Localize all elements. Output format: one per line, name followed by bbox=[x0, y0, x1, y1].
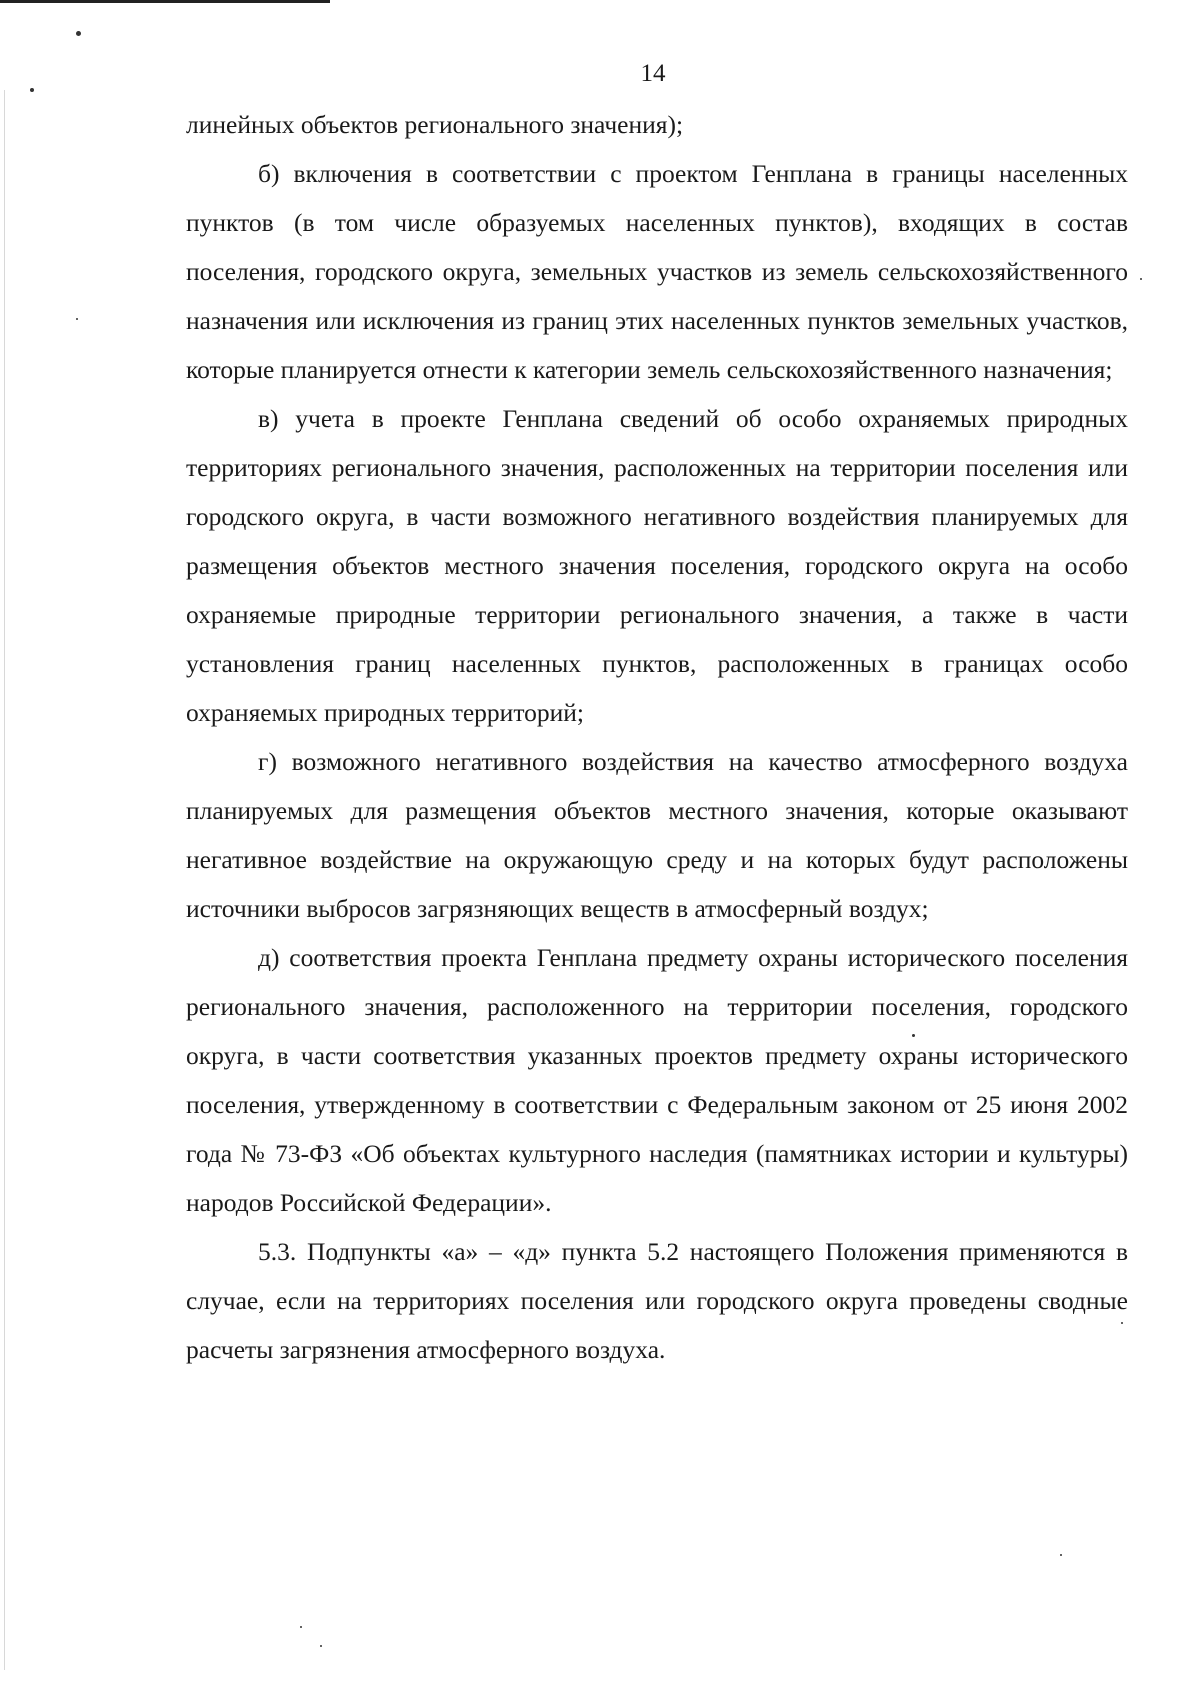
left-scan-edge bbox=[4, 90, 5, 1670]
paragraph-continuation: линейных объектов регионального значения); bbox=[186, 110, 684, 139]
scan-speck bbox=[1140, 278, 1142, 280]
scan-speck bbox=[300, 1626, 302, 1628]
scan-speck bbox=[912, 1034, 915, 1037]
paragraph-item-g: г) возможного негативного воздействия на качество атмосферного воздуха планируемых для размещения объектов местного значения, которые оказывают негативное воздействие на окружающую среду и на которых будут расположены источники выбросов загрязняющих веществ в атмосферный воздух; bbox=[186, 747, 1128, 923]
scan-speck bbox=[76, 31, 81, 36]
scan-speck bbox=[30, 88, 34, 92]
scan-speck bbox=[1121, 1322, 1123, 1324]
scan-speck bbox=[320, 1645, 322, 1647]
paragraph-item-d: д) соответствия проекта Генплана предмету охраны исторического поселения регионального значения, расположенного на территории поселения, городского округа, в части соответствия указанных проектов предмету охраны исторического поселения, утвержденному в соответствии с Федеральным законом от 25 июня 2002 года № 73-ФЗ «Об объектах культурного наследия (памятниках истории и культуры) народов Российской Федерации». bbox=[186, 943, 1128, 1217]
scan-speck bbox=[1060, 1554, 1062, 1556]
scan-speck bbox=[76, 318, 78, 320]
paragraph-item-v: в) учета в проекте Генплана сведений об особо охраняемых природных территориях регионального значения, расположенных на территории поселения или городского округа, в части возможного негативного воздействия планируемых для размещения объектов местного значения поселения, городского округа на особо охраняемые природные территории регионального значения, а также в части установления границ населенных пунктов, расположенных в границах особо охраняемых природных территорий; bbox=[186, 404, 1128, 727]
page-number: 14 bbox=[640, 60, 666, 87]
top-edge-rule bbox=[0, 0, 330, 3]
paragraph-5-3: 5.3. Подпункты «а» – «д» пункта 5.2 настоящего Положения применяются в случае, если на территориях поселения или городского округа проведены сводные расчеты загрязнения атмосферного воздуха. bbox=[186, 1237, 1128, 1364]
paragraph-item-b: б) включения в соответствии с проектом Генплана в границы населенных пунктов (в том числе образуемых населенных пунктов), входящих в состав поселения, городского округа, земельных участков из земель сельскохозяйственного назначения или исключения из границ этих населенных пунктов земельных участков, которые планируется отнести к категории земель сельскохозяйственного назначения; bbox=[186, 159, 1128, 384]
document-body bbox=[186, 100, 1128, 1374]
